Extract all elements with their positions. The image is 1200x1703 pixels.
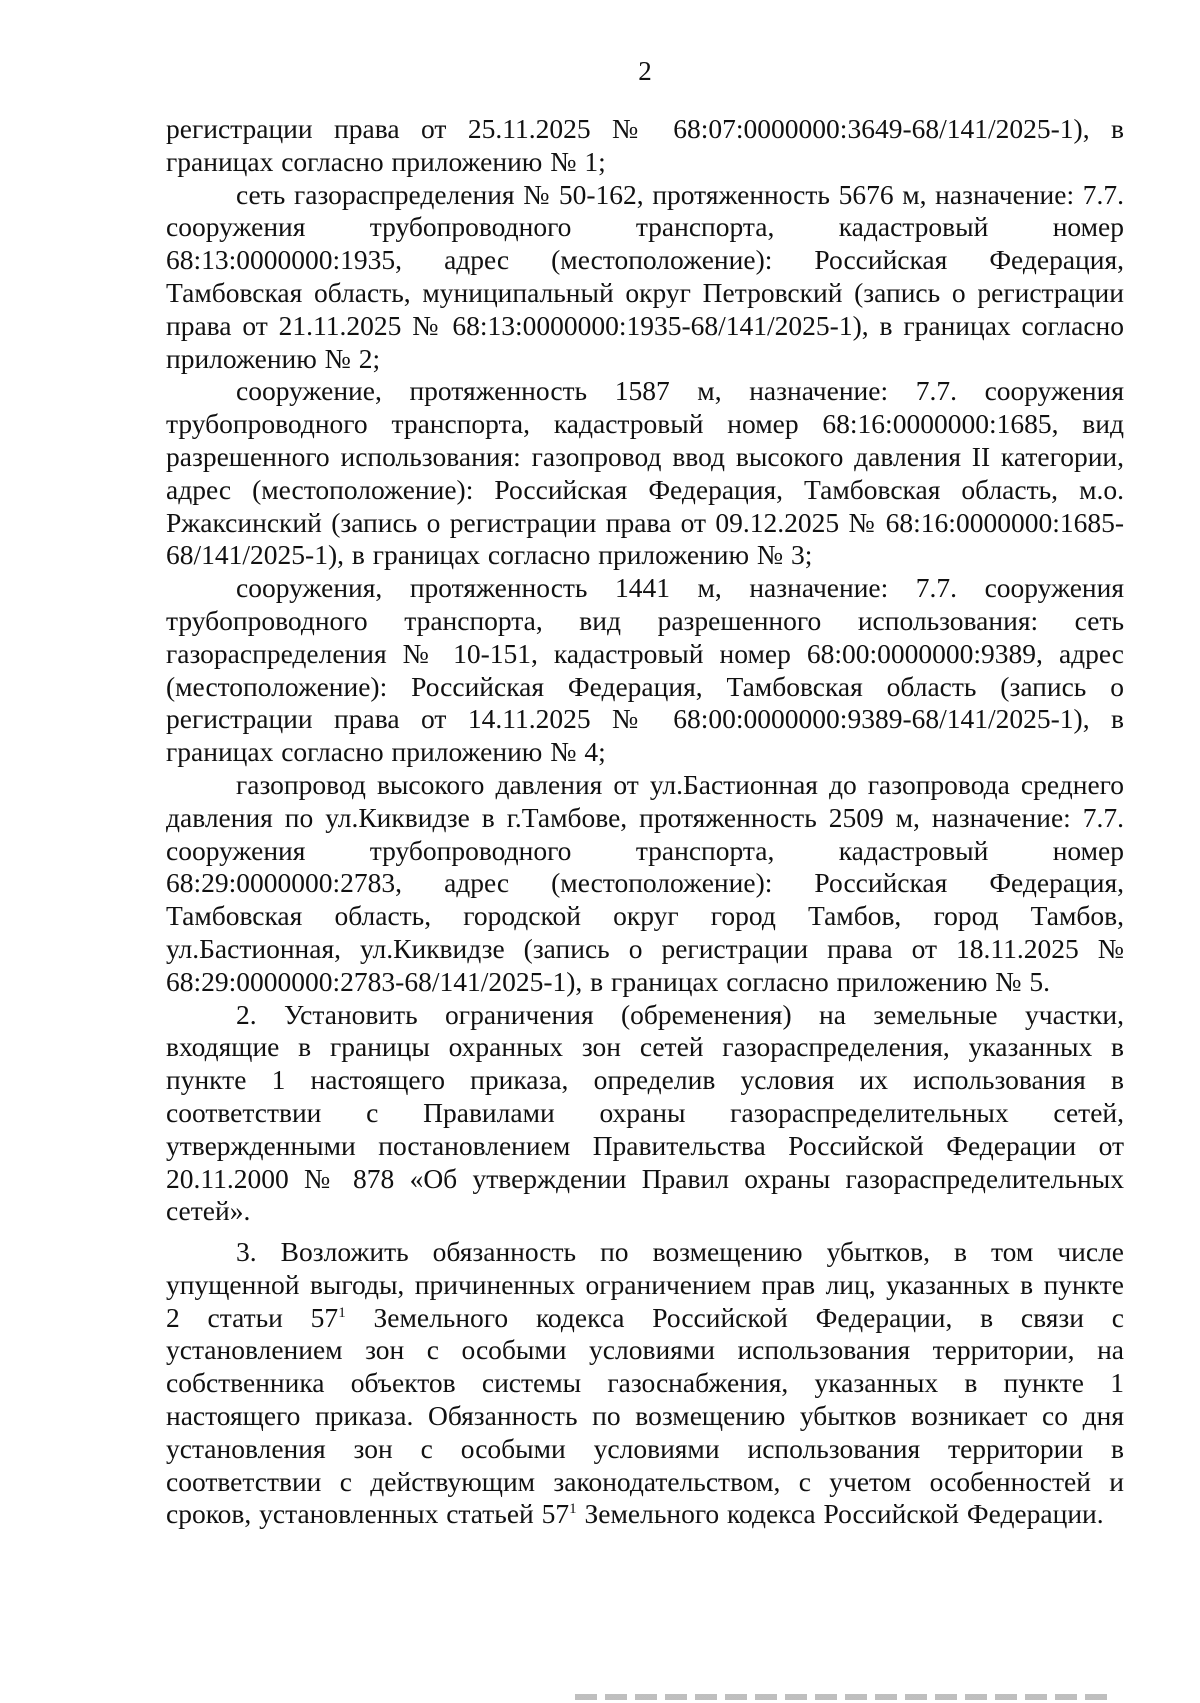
document-body: [166, 113, 1124, 1531]
paragraph-structure-1587: сооружение, протяженность 1587 м, назначение: 7.7. сооружения трубопроводного транспорта, кадастровый номер 68:16:0000000:1685, вид разрешенного использования: газопровод ввод высокого давления II категории, адрес (местоположение): Российская Федерация, Тамбовская область, м.о. Ржаксинский (запись о регистрации права от 09.12.2025 № 68:16:0000000:1685-68/141/2025-1), в границах согласно приложению № 3;: [166, 375, 1124, 571]
paragraph-item-3-part-1: 3. Возложить обязанность по возмещению убытков, в том числе упущенной выгоды, причиненных ограничением прав лиц, указанных в пункте 2 статьи 57: [166, 1236, 1124, 1333]
paragraph-gas-network-50-162: сеть газораспределения № 50-162, протяженность 5676 м, назначение: 7.7. сооружения трубопроводного транспорта, кадастровый номер 68:13:0000000:1935, адрес (местоположение): Российская Федерация, Тамбовская область, муниципальный округ Петровский (запись о регистрации права от 21.11.2025 № 68:13:0000000:1935-68/141/2025-1), в границах согласно приложению № 2;: [166, 178, 1124, 374]
page-number: 2: [638, 56, 652, 86]
paragraph-item-3-compensation: [166, 1236, 1124, 1531]
paragraph-item-3-part-2: Земельного кодекса Российской Федерации, в связи с установлением зон с особыми условиями использования территории, на собственника объектов системы газоснабжения, указанных в пункте 1 настоящего приказа. Обязанность по возмещению убытков возникает со дня установления зон с особыми условиями использования территории в соответствии с действующим законодательством, с учетом особенностей и сроков, установленных статьей 57: [166, 1301, 1124, 1530]
paragraph-structure-1441: сооружения, протяженность 1441 м, назначение: 7.7. сооружения трубопроводного транспорта, вид разрешенного использования: сеть газораспределения № 10-151, кадастровый номер 68:00:0000000:9389, адрес (местоположение): Российская Федерация, Тамбовская область (запись о регистрации права от 14.11.2025 № 68:00:0000000:9389-68/141/2025-1), в границах согласно приложению № 4;: [166, 572, 1124, 768]
paragraph-item-3-part-3: Земельного кодекса Российской Федерации.: [576, 1498, 1104, 1530]
paragraph-continuation: регистрации права от 25.11.2025 № 68:07:0000000:3649-68/141/2025-1), в границах согласно приложению № 1;: [166, 113, 1124, 177]
superscript-article-57-first: 1: [338, 1304, 346, 1321]
paragraph-gas-pipeline-tambov: газопровод высокого давления от ул.Бастионная до газопровода среднего давления по ул.Киквидзе в г.Тамбове, протяженность 2509 м, назначение: 7.7. сооружения трубопроводного транспорта, кадастровый номер 68:29:0000000:2783, адрес (местоположение): Российская Федерация, Тамбовская область, городской округ город Тамбов, город Тамбов, ул.Бастионная, ул.Киквидзе (запись о регистрации права от 18.11.2025 № 68:29:0000000:2783-68/141/2025-1), в границах согласно приложению № 5.: [166, 768, 1124, 997]
superscript-article-57-second: 1: [569, 1501, 577, 1518]
scan-edge-artifact: [575, 1694, 1115, 1700]
paragraph-item-2-restrictions: 2. Установить ограничения (обременения) на земельные участки, входящие в границы охранных зон сетей газораспределения, указанных в пункте 1 настоящего приказа, определив условия их использования в соответствии с Правилами охраны газораспределительных сетей, утвержденными постановлением Правительства Российской Федерации от 20.11.2000 № 878 «Об утверждении Правил охраны газораспределительных сетей».: [166, 998, 1124, 1227]
